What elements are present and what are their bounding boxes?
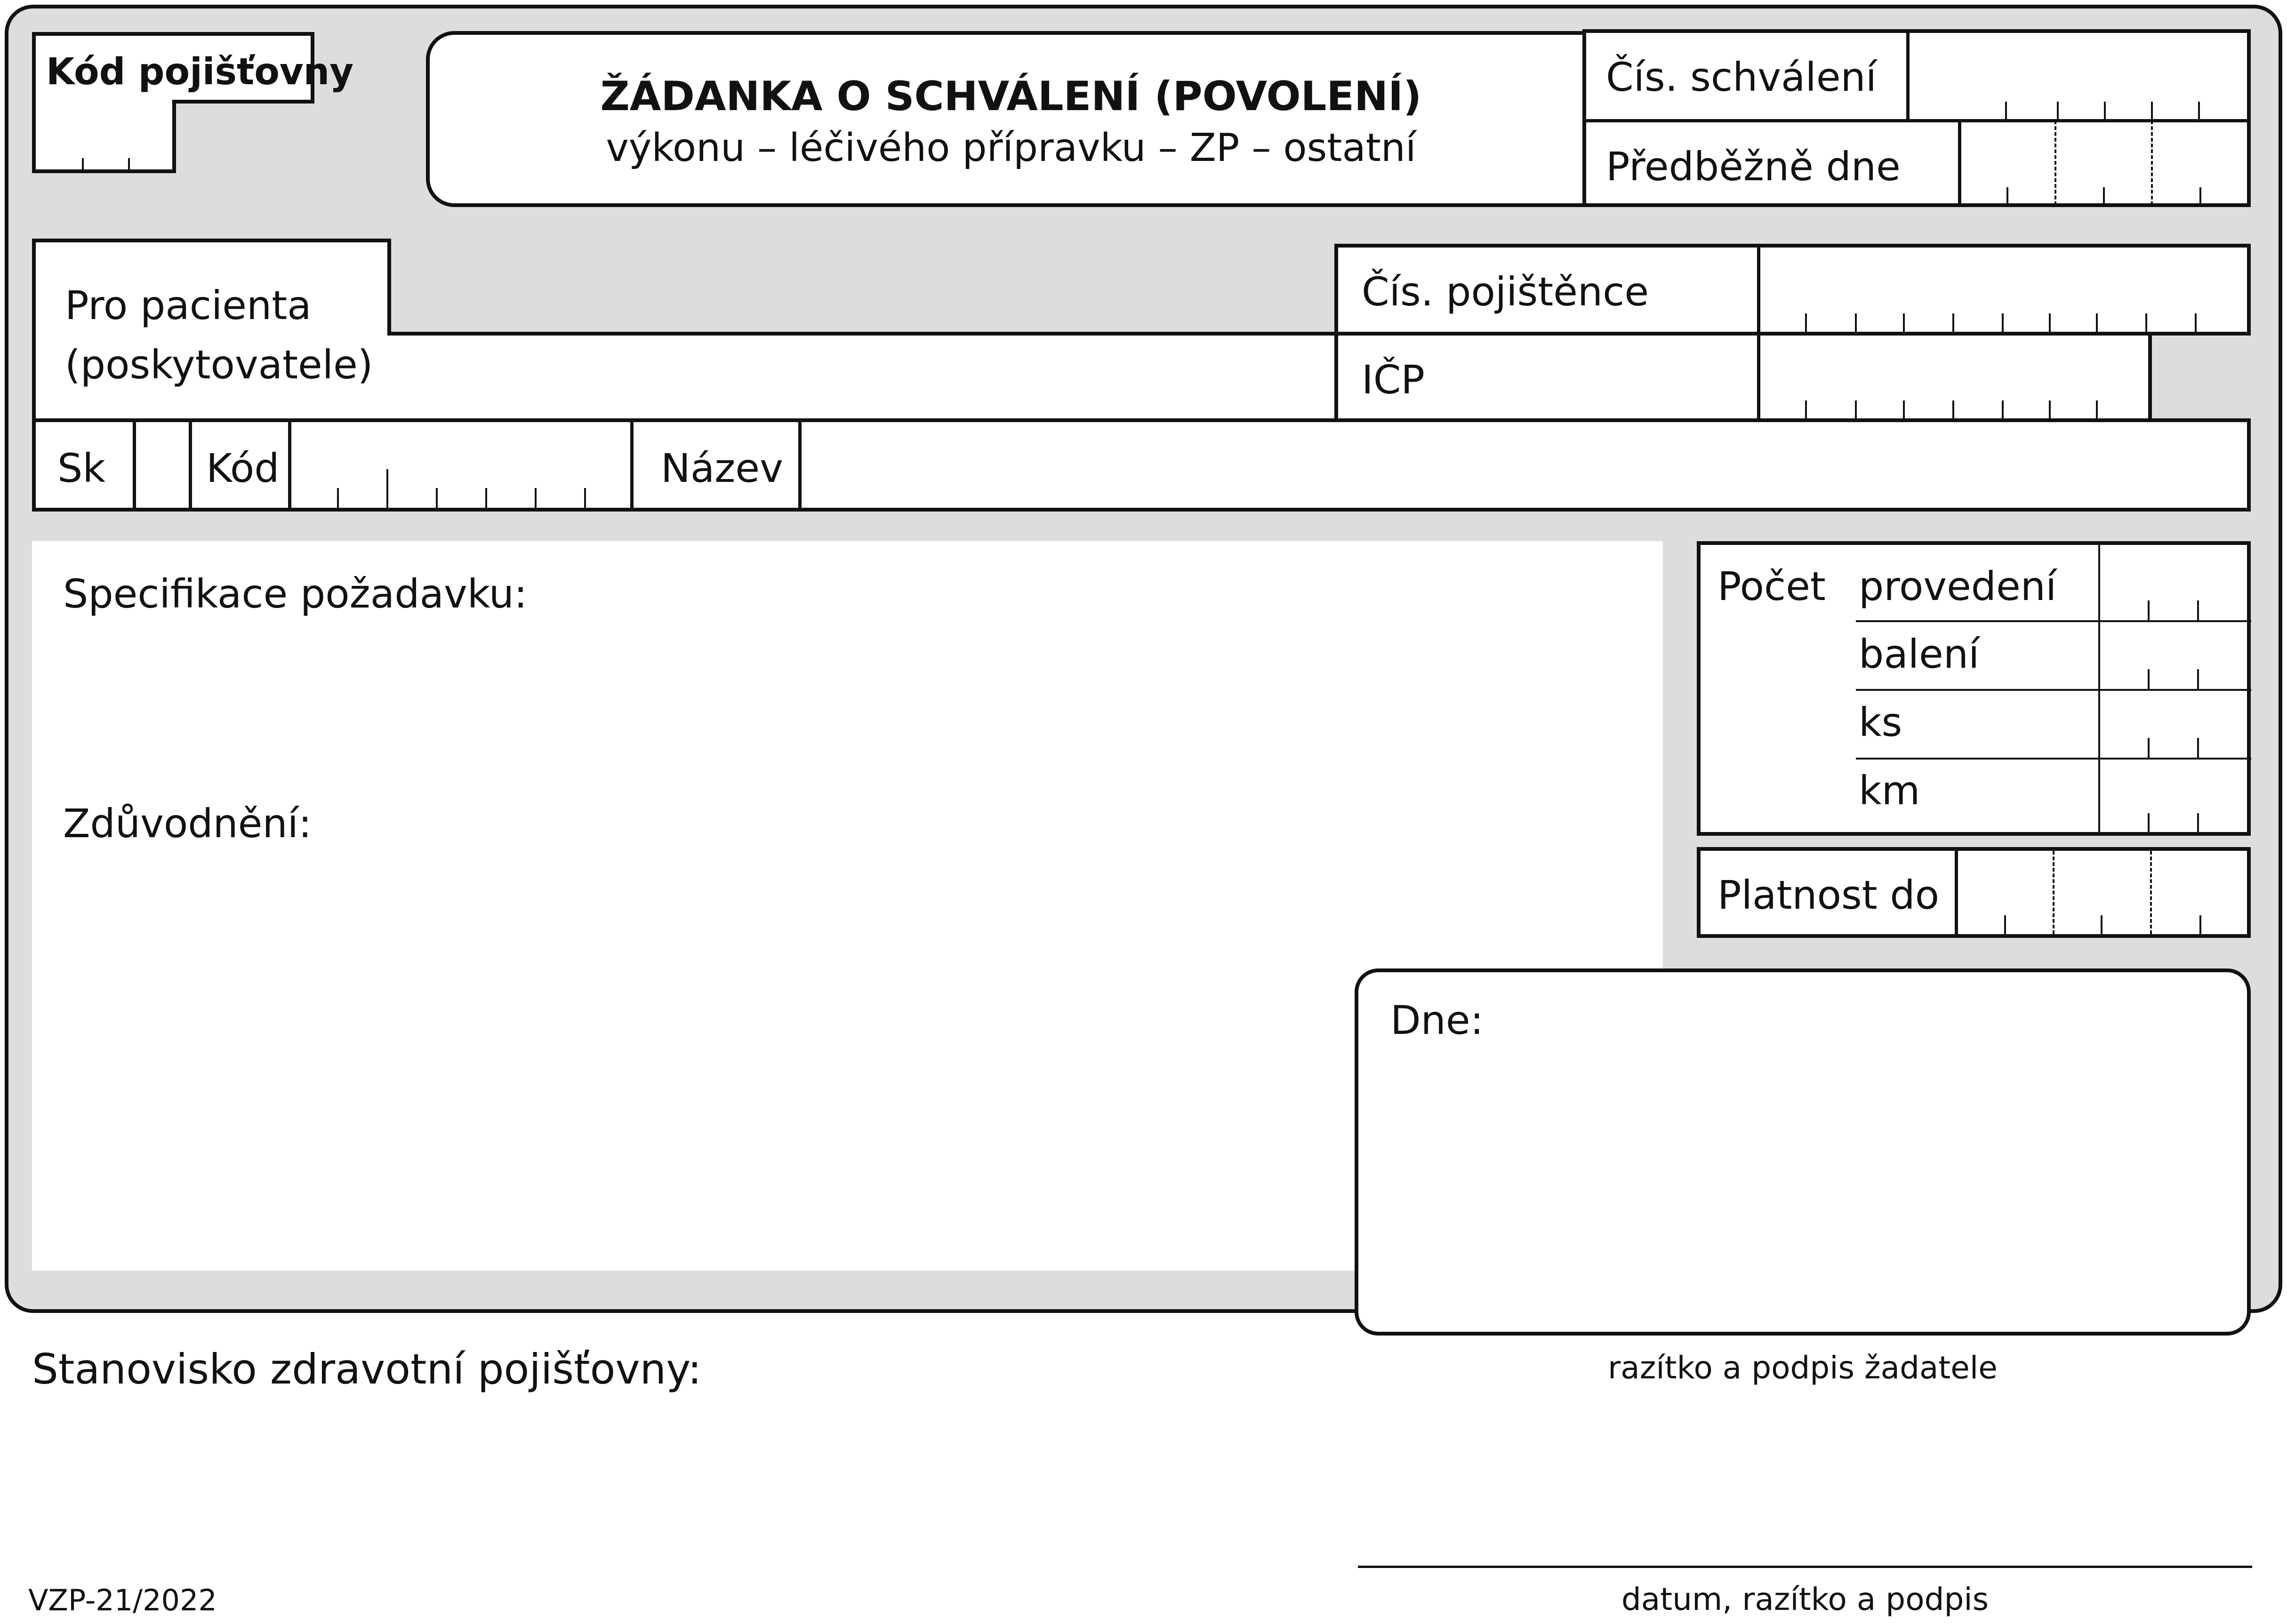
count-label: Počet	[1717, 563, 1826, 609]
insurer-opinion-label: Stanovisko zdravotní pojišťovny:	[32, 1345, 702, 1393]
name-field[interactable]	[800, 422, 2247, 508]
code-field[interactable]	[288, 422, 627, 508]
valid-until-field[interactable]	[1958, 851, 2247, 934]
sk-label: Sk	[57, 445, 105, 491]
patient-field[interactable]	[387, 332, 1338, 422]
field-tick	[128, 158, 130, 169]
patient-label-line1: Pro pacienta	[65, 282, 312, 328]
title-box	[426, 31, 1589, 207]
approval-number-label: Čís. schválení	[1606, 54, 1877, 100]
preliminary-date-field[interactable]	[1958, 120, 2245, 203]
insurer-signature-line	[1358, 1566, 2252, 1568]
sk-field[interactable]	[133, 422, 185, 508]
insurer-code-label-box	[32, 32, 354, 104]
valid-until-label: Platnost do	[1717, 872, 1940, 918]
justification-label: Zdůvodnění:	[63, 800, 312, 847]
count-item-performed: provedení	[1859, 563, 2057, 609]
specification-label: Specifikace požadavku:	[63, 571, 528, 617]
divider	[189, 422, 192, 509]
count-km-field[interactable]	[2099, 754, 2247, 832]
icp-label: IČP	[1362, 357, 1425, 403]
count-pieces-field[interactable]	[2099, 685, 2247, 753]
insured-number-label: Čís. pojištěnce	[1362, 269, 1649, 315]
date-label: Dne:	[1390, 997, 1484, 1043]
count-item-km: km	[1859, 768, 1920, 814]
field-tick	[82, 158, 84, 169]
icp-field[interactable]	[1758, 336, 2149, 418]
divider	[1955, 851, 1958, 934]
count-item-pieces: ks	[1859, 699, 1902, 745]
name-label: Název	[661, 445, 783, 491]
patient-label-box	[32, 239, 391, 422]
insurer-code-field[interactable]	[32, 100, 176, 173]
form-title: ŽÁDANKA O SCHVÁLENÍ (POVOLENÍ)	[600, 73, 1422, 120]
insurer-code-label: Kód pojišťovny	[46, 51, 354, 93]
code-label: Kód	[206, 445, 280, 491]
applicant-signature-caption: razítko a podpis žadatele	[1608, 1350, 1998, 1386]
divider	[630, 422, 634, 509]
insurer-signature-caption: datum, razítko a podpis	[1621, 1581, 1989, 1617]
form-subtitle: výkonu – léčivého přípravku – ZP – ostatní	[606, 126, 1416, 170]
preliminary-date-label: Předběžně dne	[1606, 144, 1901, 190]
approval-number-field[interactable]	[1906, 33, 2245, 116]
count-performed-field[interactable]	[2099, 545, 2247, 616]
patient-label-line2: (poskytovatele)	[65, 342, 373, 388]
count-packages-field[interactable]	[2099, 616, 2247, 684]
count-item-packages: balení	[1859, 631, 1980, 677]
applicant-date-box[interactable]	[1355, 968, 2251, 1336]
insured-number-field[interactable]	[1758, 248, 2247, 332]
insurer-opinion-area[interactable]	[32, 1402, 1303, 1581]
form-number: VZP-21/2022	[28, 1583, 217, 1617]
